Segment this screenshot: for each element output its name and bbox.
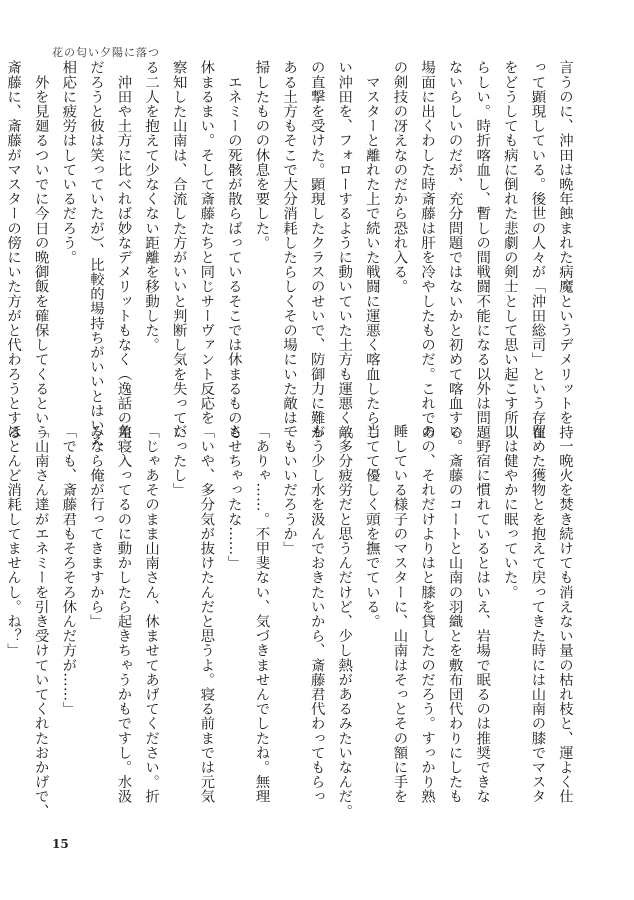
text-line: ないらしいのだが、充分問題ではないかと初めて喀血する xyxy=(446,60,463,440)
text-line: ほとんど消耗してませんし。ね？」 xyxy=(5,424,22,658)
text-line: だろうと彼は笑っていたが）、比較的場持ちがいいとはいえ xyxy=(87,60,104,447)
text-line: させちゃったな……」 xyxy=(225,424,242,570)
text-line: ーは健やかに眠っていた。 xyxy=(501,424,518,600)
text-line: 沖田や土方に比べれば妙なデメリットもなく（逸話の差 xyxy=(115,60,132,440)
text-line: てもいいだろうか」 xyxy=(281,424,298,556)
text-line: 野宿に慣れているとはいえ、岩場で眠るのは推奨できな xyxy=(474,424,491,804)
text-line: 睡している様子のマスターに、山南はそっとその額に手を xyxy=(391,424,408,804)
text-line: 「山南さん達がエネミーを引き受けていてくれたおかげで、 xyxy=(32,424,49,819)
text-line: い沖田を、フォローするように動いていた土方も運悪く敵 xyxy=(336,60,353,440)
text-line: マスターと離れた上で続いた戦闘に運悪く喀血したらし xyxy=(363,60,380,440)
text-line: 「多分疲労だと思うんだけど、少し熱があるみたいなんだ。 xyxy=(336,424,353,819)
text-line: みなら俺が行ってきますから」 xyxy=(87,424,104,629)
text-line: もう少し水を汲んでおきたいから、斎藤君代わってもらっ xyxy=(308,424,325,804)
text-line: 掃したものの休息を要した。 xyxy=(253,60,270,250)
text-line: の直撃を受けた。顕現したクラスのせいで、防御力に難が xyxy=(308,60,325,440)
text-line: い。斎藤のコートと山南の羽織とを敷布団代わりにしたも xyxy=(446,424,463,804)
text-line: 言うのに、沖田は晩年蝕まれた病魔というデメリットを持 xyxy=(557,60,573,440)
text-line: 外を見廻るついでに今日の晩御飯を確保してくるという xyxy=(32,60,49,440)
text-block-bottom xyxy=(5,424,578,819)
text-line: 相応に疲労はしているだろう。 xyxy=(60,60,77,265)
page-title: 花の匂い夕陽に落つ xyxy=(52,46,160,59)
text-line: エネミーの死骸が散らばっているそこでは休まるものも xyxy=(225,60,242,440)
page-number: 15 xyxy=(52,837,69,851)
text-line: 留めた獲物とを抱えて戻ってきた時には山南の膝でマスタ xyxy=(529,424,546,804)
text-line: だったし」 xyxy=(170,424,187,497)
text-line: ある土方もそこで大分消耗したらしくその場にいた敵は一 xyxy=(281,60,298,440)
text-line: 休まるまい。そして斎藤たちと同じサーヴァント反応を xyxy=(198,60,215,425)
text-line: 一晩火を焚き続けても消えない量の枯れ枝と、運よく仕 xyxy=(557,424,573,804)
text-line: 「いや、多分気が抜けたんだと思うよ。寝る前までは元気 xyxy=(198,424,215,804)
text-line: らしい。時折喀血し、暫しの間戦闘不能になる以外は問題 xyxy=(474,60,491,440)
text-line: 斎藤に、斎藤がマスターの傍にいた方がと代わろうとする xyxy=(5,60,22,440)
text-line: 当てて優しく頭を撫でている。 xyxy=(363,424,380,629)
text-line: る二人を抱えて少なくない距離を移動した。 xyxy=(143,60,160,352)
text-line: の剣技の冴えなのだから恐れ入る。 xyxy=(391,60,408,294)
text-line: 「ありゃ……。不甲斐ない、気づきませんでしたね。無理 xyxy=(253,424,270,804)
text-line: 「でも、斎藤君もそろそろ休んだ方が……」 xyxy=(60,424,77,716)
text-line: 察知した山南は、合流した方がいいと判断し気を失ってい xyxy=(170,60,187,440)
text-line: って顕現している。後世の人々が「沖田総司」という存在 xyxy=(529,60,546,440)
text-line: 場面に出くわした時斎藤は肝を冷やしたものだ。これであ xyxy=(419,60,436,440)
text-line: 角寝入ってるのに動かしたら起きちゃうかもですし。水汲 xyxy=(115,424,132,804)
text-line: をどうしても病に倒れた悲劇の剣士として思い起こす所以 xyxy=(501,60,518,440)
text-line: のの、それだけよりはと膝を貸したのだろう。すっかり熟 xyxy=(419,424,436,804)
text-line: 「じゃあそのまま山南さん、休ませてあげてください。折 xyxy=(143,424,160,804)
text-block-top xyxy=(5,60,578,447)
